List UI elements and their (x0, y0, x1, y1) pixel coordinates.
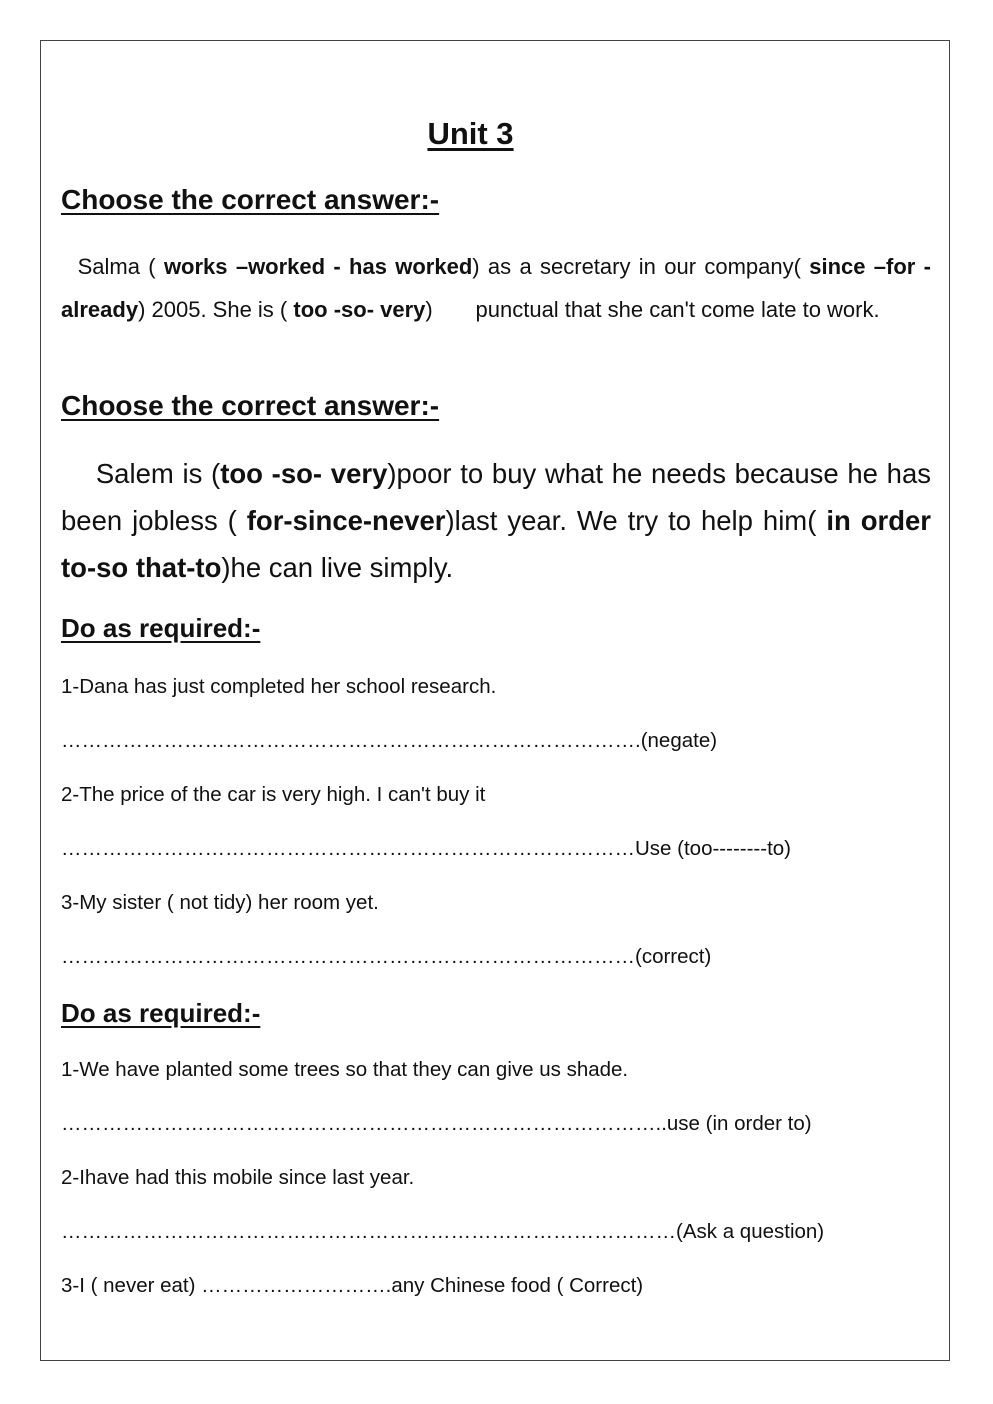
s3-question-1: 1-Dana has just completed her school research. (61, 675, 497, 698)
s1-choice-1: works –worked - has worked (163, 254, 473, 279)
s2-choice-3: in order to-so that-to (61, 505, 931, 583)
section1-paragraph (61, 246, 931, 331)
s4-question-3: 3-I ( never eat) ……………………….any Chinese food ( Correct) (61, 1274, 644, 1297)
s1-text-2: ) 2005. She is ( (138, 296, 294, 322)
s4-answer-1: ……………………………………………………………………………..use (in order to) (61, 1112, 812, 1135)
s1-text-1: ) as a secretary in our company( (472, 254, 810, 279)
section2-heading: Choose the correct answer:- (61, 390, 440, 421)
page-title (0, 116, 993, 152)
s2-text-2: )last year. We try to help him( (445, 505, 827, 536)
section2-paragraph (61, 450, 931, 591)
s1-choice-3: too -so- very (293, 296, 426, 322)
s3-question-3: 3-My sister ( not tidy) her room yet. (61, 891, 379, 914)
section3-heading: Do as required:- (61, 613, 261, 643)
section4-heading: Do as required:- (61, 998, 261, 1028)
s2-text-1: )poor to buy what he needs because he has been jobless ( (61, 458, 931, 536)
section1-heading: Choose the correct answer:- (61, 184, 440, 215)
s2-text-0: Salem is ( (61, 458, 221, 489)
s1-text-3: ) punctual that she can't come late to work. (425, 296, 880, 322)
s2-choice-1: too -so- very (220, 458, 388, 489)
s2-choice-2: for-since-never (246, 505, 446, 536)
s3-answer-2: …………………………………………………………………………Use (too--------to) (61, 837, 792, 860)
s1-choice-2: since –for -already (61, 254, 931, 322)
s3-answer-3: …………………………………………………………………………(correct) (61, 945, 712, 968)
page-title-text: Unit 3 (427, 116, 514, 151)
s1-text-0: Salma ( (61, 254, 164, 279)
s3-question-2: 2-The price of the car is very high. I can't buy it (61, 783, 486, 806)
s3-answer-1: ………………………………………………………………………….(negate) (61, 729, 718, 752)
s4-question-1: 1-We have planted some trees so that they can give us shade. (61, 1058, 629, 1081)
s4-answer-2: ………………………………………………………………………………(Ask a question) (61, 1220, 825, 1243)
s4-question-2: 2-Ihave had this mobile since last year. (61, 1166, 415, 1189)
page-border (40, 40, 950, 1361)
s2-text-3: )he can live simply. (221, 552, 454, 583)
